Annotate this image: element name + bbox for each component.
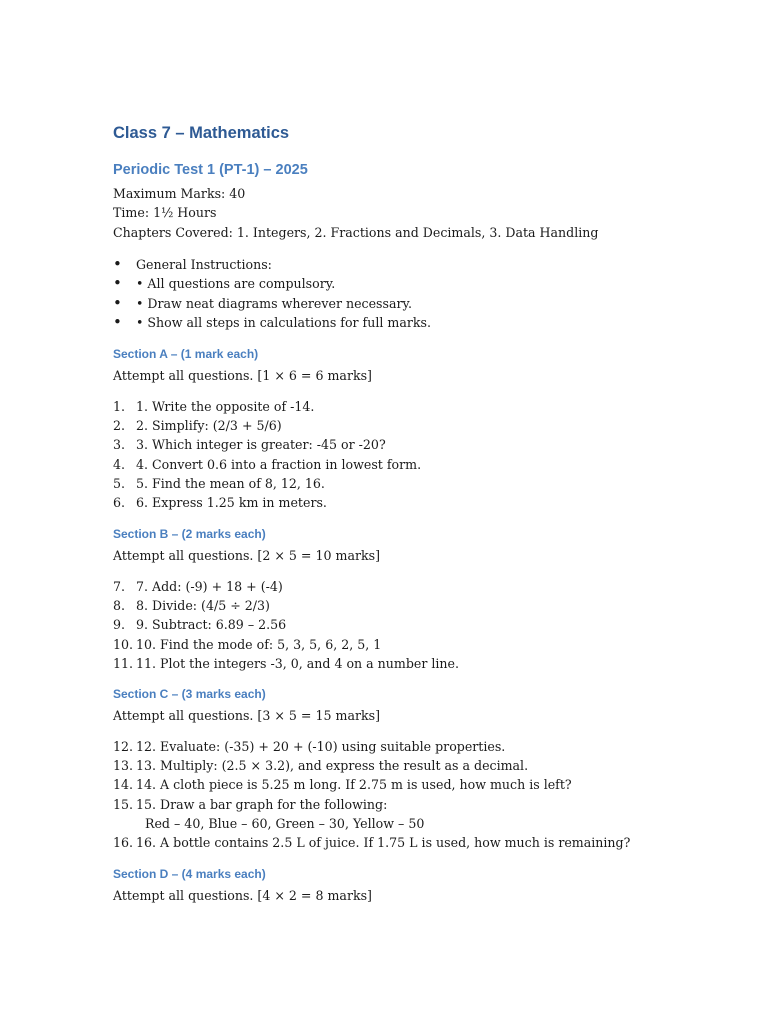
question-item [113, 435, 421, 454]
question-item [113, 737, 630, 756]
question-number: 6. [113, 495, 126, 511]
instruction-text: General Instructions: [136, 257, 272, 272]
section-d-header [113, 865, 372, 905]
instruction-text: • Draw neat diagrams wherever necessary. [136, 295, 412, 311]
question-number: 13. [113, 758, 134, 774]
section-a-header [113, 345, 372, 385]
section-note: Attempt all questions. [2 × 5 = 10 marks] [113, 548, 380, 563]
question-text: 1. Write the opposite of -14. [136, 399, 315, 414]
test-subtitle: Periodic Test 1 (PT-1) – 2025 [113, 162, 308, 178]
time-allowed: Time: 1½ Hours [113, 205, 217, 221]
list-item [113, 294, 431, 313]
question-text: 2. Simplify: (2/3 + 5/6) [136, 418, 282, 434]
section-note: Attempt all questions. [3 × 5 = 15 marks] [113, 708, 380, 723]
question-item [113, 474, 421, 493]
bullet-icon: • [113, 312, 122, 331]
question-item [113, 635, 459, 654]
question-text: 9. Subtract: 6.89 – 2.56 [136, 617, 287, 633]
section-b-header [113, 525, 380, 565]
bullet-icon: • [113, 255, 122, 273]
question-text: 3. Which integer is greater: -45 or -20? [136, 437, 386, 453]
document-title: Class 7 – Mathematics [113, 124, 290, 142]
question-number: 15. [113, 796, 134, 812]
question-number: 9. [113, 617, 126, 633]
question-item [113, 775, 630, 794]
section-a-questions [113, 397, 421, 512]
question-number: 14. [113, 777, 134, 793]
section-title: Section D – (4 marks each) [113, 867, 266, 881]
test-meta [113, 184, 598, 242]
question-number: 12. [113, 739, 134, 754]
instruction-text: • Show all steps in calculations for full marks. [136, 314, 431, 330]
instructions-list [113, 255, 431, 332]
question-text: 11. Plot the integers -3, 0, and 4 on a number line. [136, 655, 459, 671]
question-item [113, 416, 421, 435]
question-text: 14. A cloth piece is 5.25 m long. If 2.75 m is used, how much is left? [136, 777, 572, 793]
question-number: 7. [113, 579, 126, 594]
section-note: Attempt all questions. [4 × 2 = 8 marks] [113, 888, 372, 903]
question-number: 2. [113, 418, 126, 434]
question-number: 1. [113, 399, 126, 414]
question-item [113, 756, 630, 775]
section-c-questions [113, 737, 630, 852]
question-text: 12. Evaluate: (-35) + 20 + (-10) using suitable properties. [136, 739, 506, 754]
question-item [113, 654, 459, 673]
question-number: 4. [113, 456, 126, 472]
question-text: 5. Find the mean of 8, 12, 16. [136, 475, 325, 491]
question-number: 3. [113, 437, 126, 453]
section-b-questions [113, 577, 459, 673]
question-text: 16. A bottle contains 2.5 L of juice. If 1.75 L is used, how much is remaining? [136, 835, 631, 851]
question-item [113, 455, 421, 474]
question-item [113, 615, 459, 634]
question-text: 13. Multiply: (2.5 × 3.2), and express the result as a decimal. [136, 758, 529, 774]
question-text: 10. Find the mode of: 5, 3, 5, 6, 2, 5, 1 [136, 636, 382, 652]
question-item [113, 397, 421, 416]
max-marks: Maximum Marks: 40 [113, 186, 246, 201]
question-number: 11. [113, 655, 134, 671]
chapters-covered: Chapters Covered: 1. Integers, 2. Fractions and Decimals, 3. Data Handling [113, 224, 599, 240]
question-item [113, 577, 459, 596]
list-item [113, 274, 431, 293]
list-item [113, 255, 431, 274]
question-number: 16. [113, 835, 134, 851]
question-item [113, 795, 630, 814]
question-text: 8. Divide: (4/5 ÷ 2/3) [136, 598, 270, 614]
question-item [113, 833, 630, 852]
question-number: 10. [113, 636, 134, 652]
question-text: 15. Draw a bar graph for the following: [136, 796, 388, 812]
question-text: 7. Add: (-9) + 18 + (-4) [136, 579, 283, 594]
section-title: Section B – (2 marks each) [113, 527, 266, 541]
instruction-text: • All questions are compulsory. [136, 276, 336, 292]
section-title: Section A – (1 mark each) [113, 347, 259, 361]
section-c-header [113, 685, 380, 725]
question-text: 4. Convert 0.6 into a fraction in lowest form. [136, 456, 422, 472]
question-continuation: Red – 40, Blue – 60, Green – 30, Yellow – 50 [145, 815, 425, 831]
question-item [113, 596, 459, 615]
question-item [113, 493, 421, 512]
question-number: 5. [113, 475, 126, 491]
list-item [113, 313, 431, 332]
bullet-icon: • [113, 293, 122, 312]
question-number: 8. [113, 598, 126, 614]
section-note: Attempt all questions. [1 × 6 = 6 marks] [113, 368, 372, 383]
section-title: Section C – (3 marks each) [113, 687, 266, 701]
bullet-icon: • [113, 274, 122, 293]
question-text: 6. Express 1.25 km in meters. [136, 495, 327, 511]
